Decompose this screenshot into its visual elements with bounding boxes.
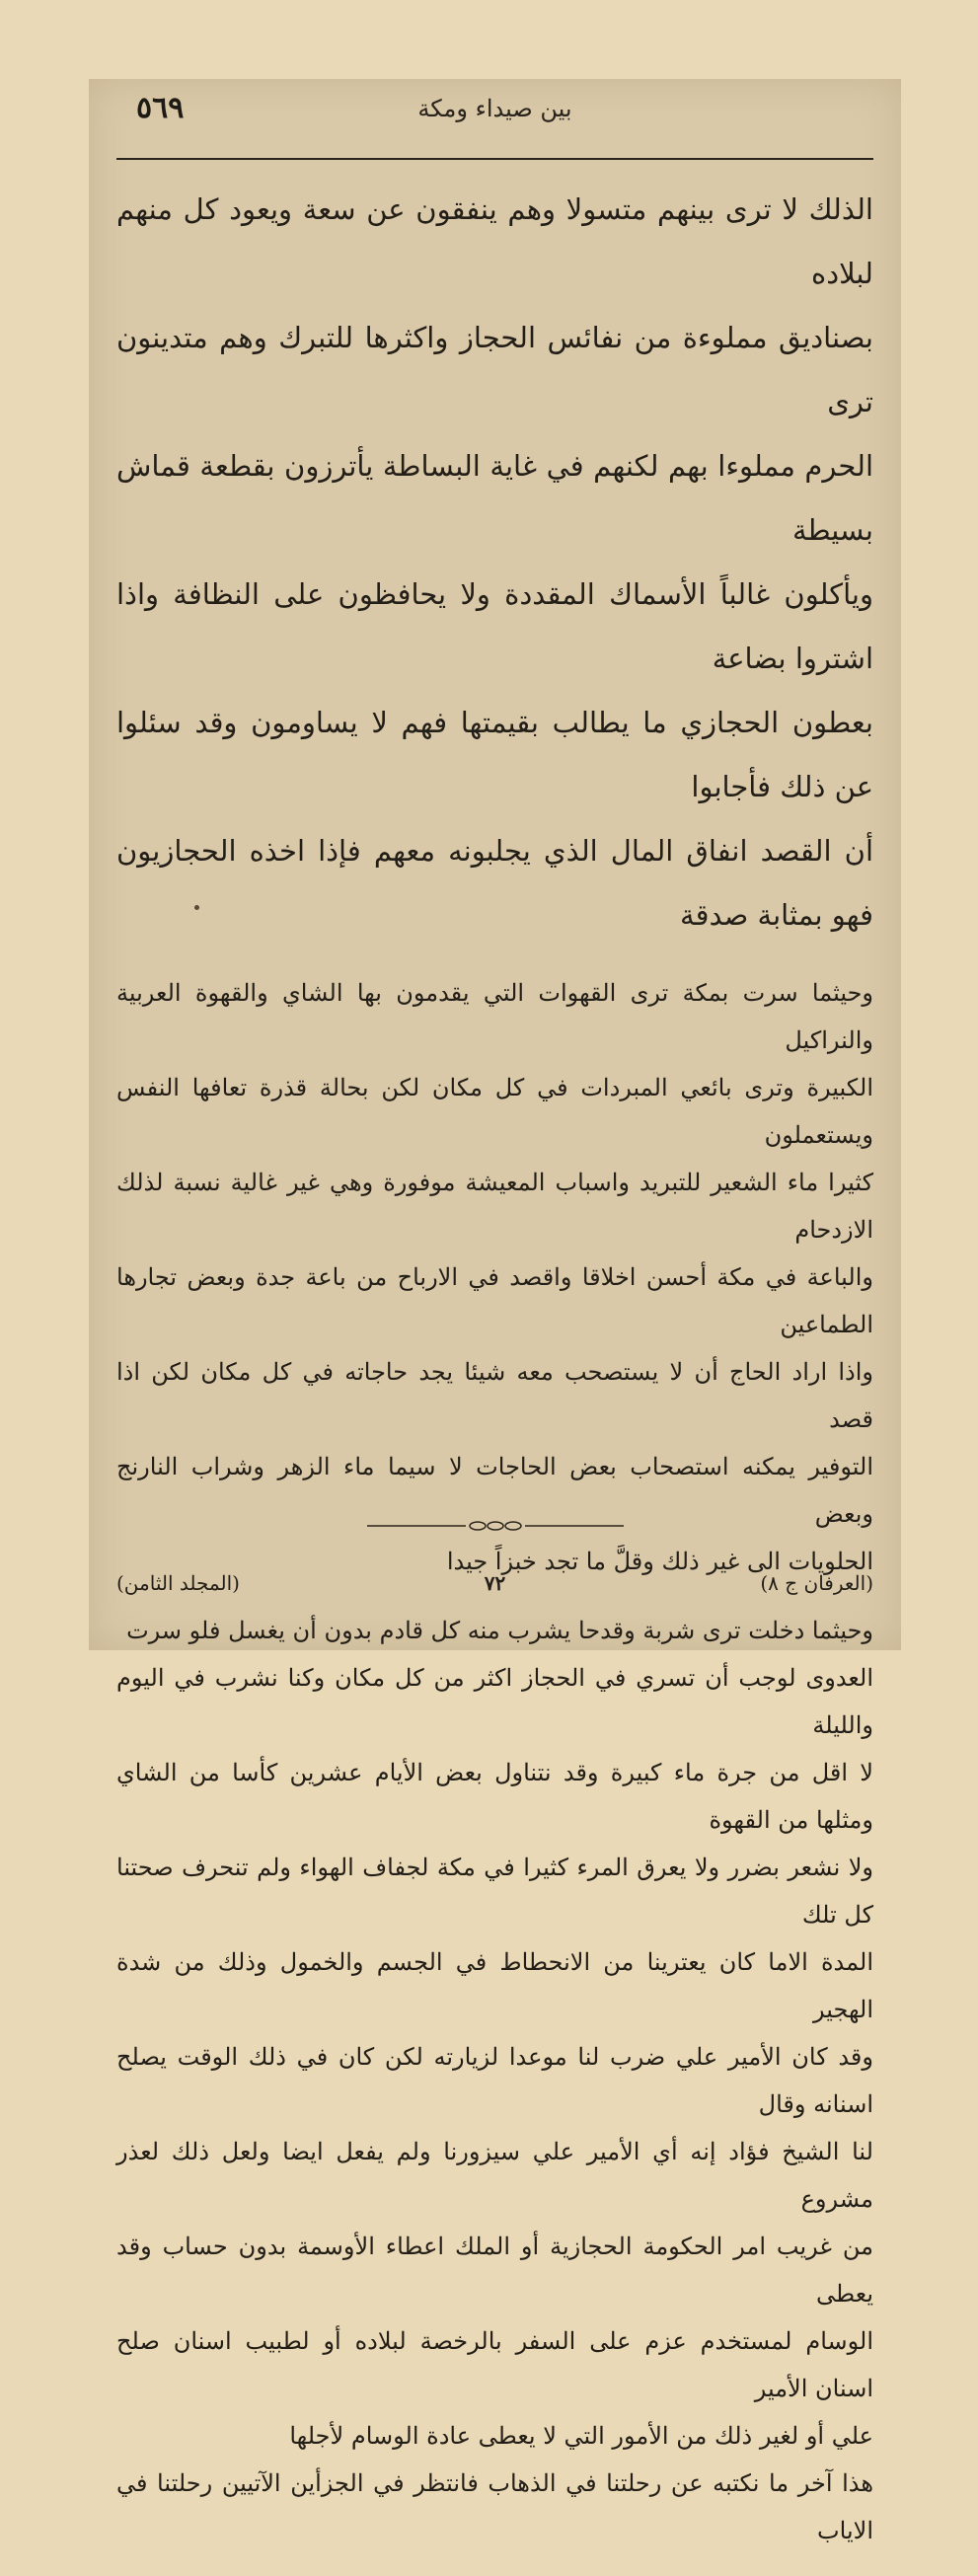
book-page: [89, 79, 901, 2544]
running-title: بين صيداء ومكة: [417, 95, 572, 122]
page-header: [109, 89, 881, 138]
text-line: ولا نشعر بضرر ولا يعرق المرء كثيرا في مكة لجفاف الهواء ولم تنحرف صحتنا كل تلك: [116, 1854, 873, 1929]
text-line: الكبيرة وترى بائعي المبردات في كل مكان لكن بحالة قذرة تعافها النفس ويستعملون: [116, 1074, 874, 1149]
paragraph-1: [116, 178, 873, 947]
text-line: وحيثما دخلت ترى شربة وقدحا يشرب منه كل قادم بدون أن يغسل فلو سرت: [126, 1617, 873, 1644]
journal-issue: (العرفان ج ٨): [760, 1571, 873, 1595]
text-line: العدوى لوجب أن تسري في الحجاز اكثر من كل مكان وكنا نشرب في اليوم والليلة: [116, 1664, 873, 1739]
page-footer: [116, 1571, 873, 1607]
text-line: الوسام لمستخدم عزم على السفر بالرخصة لبلاده أو لطبيب اسنان صلح اسنان الأمير: [116, 2327, 873, 2402]
text-line: التوفير يمكنه استصحاب بعض الحاجات لا سيما ماء الزهر وشراب النارنج وبعض: [116, 1453, 873, 1528]
text-line: من غريب امر الحكومة الحجازية أو الملك اعطاء الأوسمة بدون حساب وقد يعطى: [116, 2233, 873, 2308]
footer-page-number: ٧٢: [484, 1571, 506, 1595]
text-line: علي أو لغير ذلك من الأمور التي لا يعطى عادة الوسام لأجلها: [289, 2422, 873, 2450]
paragraph-2: [116, 969, 873, 1585]
text-line: كثيرا ماء الشعير للتبريد واسباب المعيشة موفورة وهي غير غالية نسبة لذلك الازدحام: [116, 1169, 873, 1244]
ink-speck: [194, 905, 199, 910]
text-line: بعطون الحجازي ما يطالب بقيمتها فهم لا يساومون وقد سئلوا عن ذلك فأجابوا: [116, 706, 873, 803]
text-line: الحلويات الى غير ذلك وقلَّ ما تجد خبزاً جيدا: [446, 1548, 873, 1575]
text-line: لا اقل من جرة ماء كبيرة وقد نتناول بعض الأيام عشرين كأسا من الشاي ومثلها من القهوة: [116, 1759, 873, 1834]
article-body: [116, 178, 873, 2576]
text-line: أن القصد انفاق المال الذي يجلبونه معهم فإذا اخذه الحجازيون فهو بمثابة صدقة: [116, 834, 873, 932]
paragraph-3: [116, 1607, 873, 2554]
text-line: لنا الشيخ فؤاد إنه أي الأمير علي سيزورنا ولم يفعل ايضا ولعل ذلك لعذر مشروع: [116, 2138, 873, 2213]
text-line: المدة الاما كان يعترينا من الانحطاط في الجسم والخمول وذلك من شدة الهجير: [116, 1948, 873, 2023]
text-line: وحيثما سرت بمكة ترى القهوات التي يقدمون بها الشاي والقهوة العربية والنراكيل: [116, 979, 873, 1054]
page-number: ٥٦٩: [136, 91, 185, 125]
text-line: الذلك لا ترى بينهم متسولا وهم ينفقون عن سعة ويعود كل منهم لبلاده: [116, 192, 873, 290]
text-line: بصناديق مملوءة من نفائس الحجاز واكثرها للتبرك وهم متدينون ترى: [116, 321, 873, 418]
volume-label: (المجلد الثامن): [116, 1571, 240, 1595]
text-line: هذا آخر ما نكتبه عن رحلتنا في الذهاب فانتظر في الجزأين الآتيين رحلتنا في الاياب: [116, 2469, 873, 2544]
ornament-divider-icon: [367, 1518, 624, 1534]
text-line: ويأكلون غالباً الأسماك المقددة ولا يحافظون على النظافة واذا اشتروا بضاعة: [116, 577, 873, 675]
text-line: وقد كان الأمير علي ضرب لنا موعدا لزيارته لكن كان في ذلك الوقت يصلح اسنانه وقال: [116, 2043, 873, 2118]
text-line: الحرم مملوءا بهم لكنهم في غاية البساطة يأترزون بقطعة قماش بسيطة: [116, 449, 873, 547]
text-line: والباعة في مكة أحسن اخلاقا واقصد في الارباح من باعة جدة وبعض تجارها الطماعين: [116, 1263, 873, 1338]
section-ornament: [89, 1515, 901, 1539]
header-rule: [116, 158, 873, 160]
text-line: واذا اراد الحاج أن لا يستصحب معه شيئا يجد حاجاته في كل مكان لكن اذا قصد: [116, 1358, 873, 1433]
